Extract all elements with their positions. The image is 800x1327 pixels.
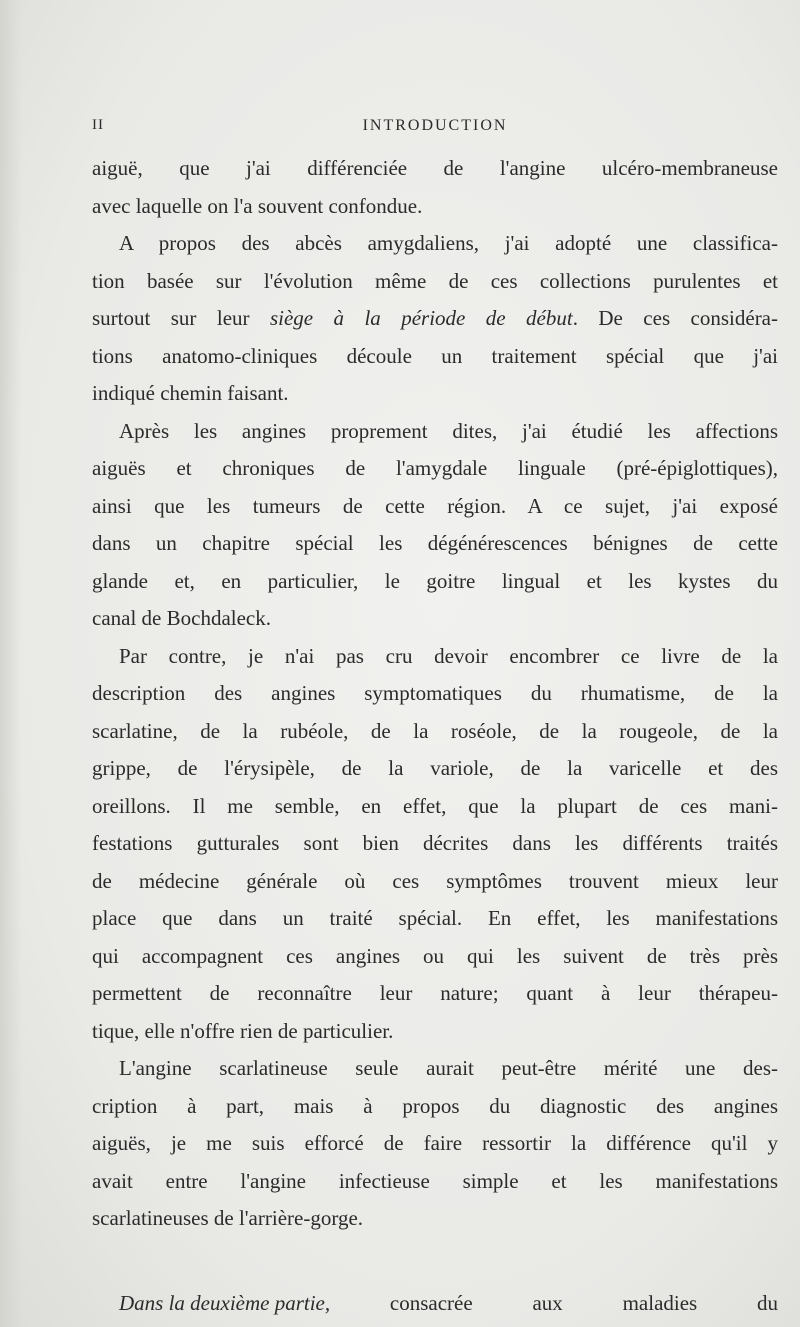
body-text [92, 150, 778, 1322]
text-line: oreillons. Il me semble, en effet, que la plupart de ces mani- [92, 793, 778, 818]
text-line: ainsi que les tumeurs de cette région. A ce sujet, j'ai exposé [92, 493, 778, 518]
section-word: aux [532, 1290, 563, 1315]
section-word: du [757, 1290, 778, 1315]
text-line: tions anatomo-cliniques découle un traitement spécial que j'ai [92, 343, 778, 368]
text-line: A propos des abcès amygdaliens, j'ai adopté une classifica- [119, 231, 778, 255]
text-line: description des angines symptomatiques du rhumatisme, de la [92, 681, 778, 705]
emphasis-text: siège à la période de début [269, 306, 573, 330]
text-line: indiqué chemin faisant. [92, 381, 289, 405]
text-line: glande et, en particulier, le goitre lingual et les kystes du [92, 568, 778, 593]
paragraph-amygdale-linguale [92, 413, 778, 638]
text-line: avait entre l'angine infectieuse simple et les manifestations [92, 1168, 778, 1193]
text-line: place que dans un traité spécial. En effet, les manifestations [92, 906, 778, 930]
paragraph-continuation [92, 150, 778, 225]
text-line: L'angine scarlatineuse seule aurait peut-être mérité une des- [119, 1056, 778, 1080]
text-line: scarlatine, de la rubéole, de la roséole, de la rougeole, de la [92, 718, 778, 743]
text-line: avec laquelle on l'a souvent confondue. [92, 193, 423, 218]
text-line: grippe, de l'érysipèle, de la variole, de la varicelle et des [92, 756, 778, 780]
section-gap [92, 1238, 778, 1285]
text-line: scarlatineuses de l'arrière-gorge. [92, 1206, 364, 1230]
page-gutter-shadow [0, 0, 22, 1327]
text-line: qui accompagnent ces angines ou qui les suivent de très près [92, 943, 778, 968]
text-line: dans un chapitre spécial les dégénérescences bénignes de cette [92, 531, 778, 555]
paragraph-scarlatine [92, 1050, 778, 1238]
paragraph-angines-symptomatiques [92, 638, 778, 1051]
text-line: aiguës et chroniques de l'amygdale linguale (pré-épiglottiques), [92, 456, 778, 480]
section-italic-lead: Dans la deuxième partie, [119, 1290, 331, 1315]
running-title: INTRODUCTION [362, 117, 508, 134]
text-line: aiguë, que j'ai différenciée de l'angine ulcéro-membraneuse [92, 156, 778, 180]
text-line: festations gutturales sont bien décrites dans les différents traités [92, 831, 778, 855]
text-line: canal de Bochdaleck. [92, 606, 271, 630]
text-line: permettent de reconnaître leur nature; quant à leur thérapeu- [92, 981, 778, 1005]
text-line: tique, elle n'offre rien de particulier. [92, 1018, 394, 1043]
text-line: cription à part, mais à propos du diagnostic des angines [92, 1093, 778, 1118]
section-word: consacrée [389, 1290, 473, 1315]
text-line: Après les angines proprement dites, j'ai étudié les affections [119, 418, 778, 443]
section-word: maladies [622, 1290, 698, 1315]
page-number: II [92, 117, 104, 133]
page-header [92, 117, 778, 139]
text-line: aiguës, je me suis efforcé de faire ressortir la différence qu'il y [92, 1131, 778, 1155]
text-line: Par contre, je n'ai pas cru devoir encombrer ce livre de la [119, 643, 778, 668]
section-start-line [92, 1285, 778, 1323]
text-line: tion basée sur l'évolution même de ces collections purulentes et [92, 268, 778, 293]
text-line: surtout sur leur siège à la période de début. De ces considéra- [92, 306, 778, 330]
paragraph-abces [92, 225, 778, 413]
text-line: de médecine générale où ces symptômes trouvent mieux leur [92, 868, 778, 893]
